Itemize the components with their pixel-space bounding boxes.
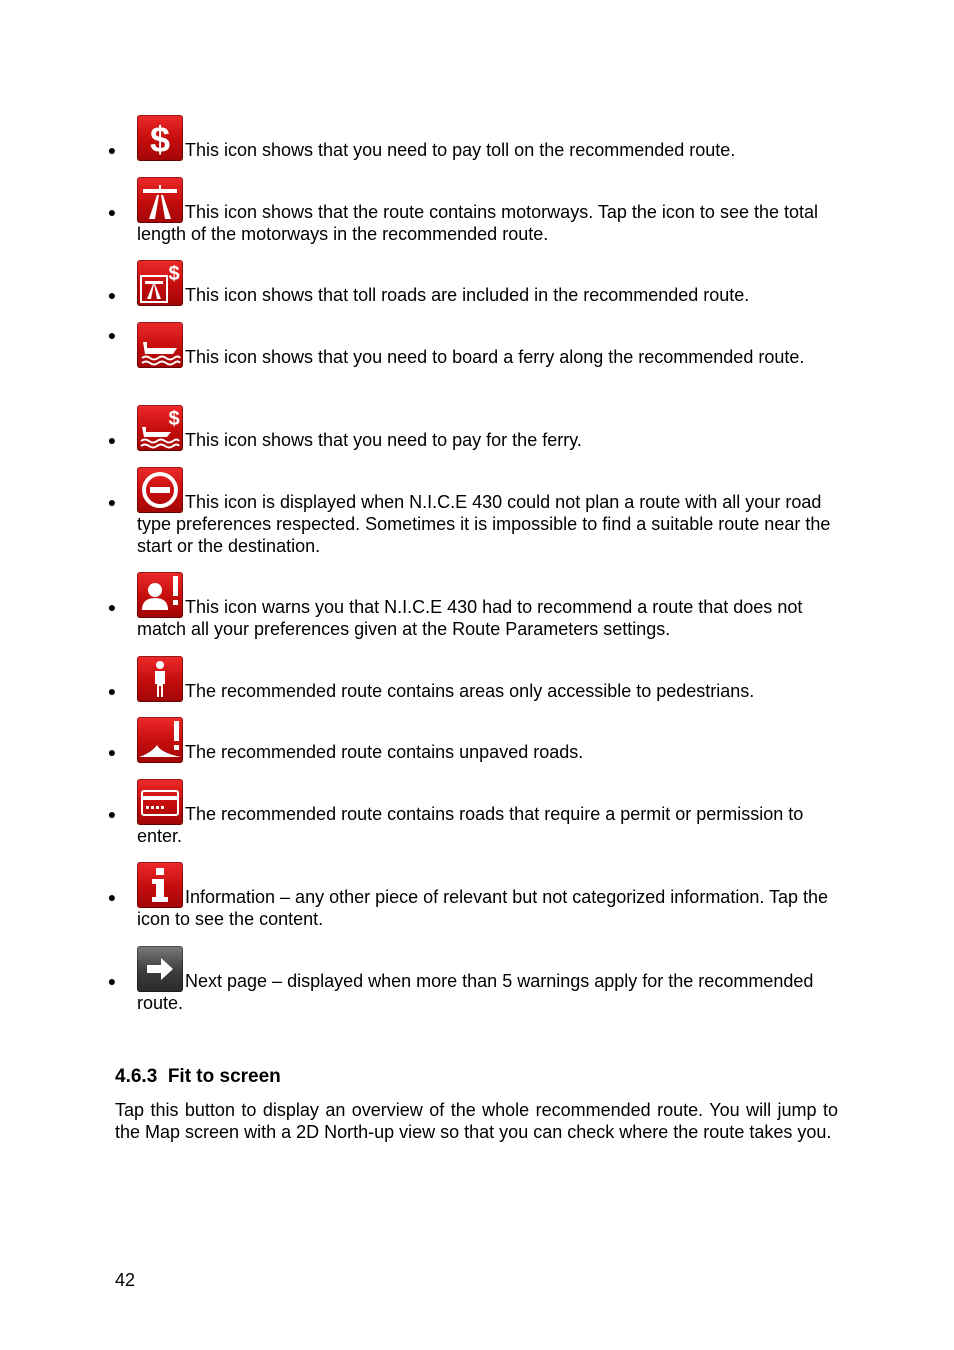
- section-heading: 4.6.3 Fit to screen: [115, 1066, 281, 1087]
- item-text: This icon shows that you need to pay for the ferry.: [185, 430, 582, 450]
- item-text: The recommended route contains unpaved roads.: [185, 742, 584, 762]
- list-item: [107, 177, 837, 245]
- bullet: ●: [107, 744, 117, 760]
- list-item: [107, 260, 837, 306]
- item-text: This icon shows that the route contains motorways. Tap the icon to see the total length of the motorways in the recommended route.: [137, 202, 819, 244]
- bullet: ●: [107, 287, 117, 303]
- pedestrian-icon[interactable]: [137, 656, 183, 702]
- list-item: [107, 656, 837, 702]
- bullet: ●: [107, 142, 117, 158]
- bullet: ●: [107, 599, 117, 615]
- item-text: This icon warns you that N.I.C.E 430 had to recommend a route that does not match all your preferences given at the Route Parameters settings.: [137, 597, 803, 639]
- bullet: ●: [107, 889, 117, 905]
- item-text: The recommended route contains roads that require a permit or permission to enter.: [137, 804, 804, 846]
- permit-card-icon[interactable]: [137, 779, 183, 825]
- bullet: ●: [107, 973, 117, 989]
- svg-text:$: $: [168, 408, 180, 430]
- unpaved-road-icon[interactable]: [137, 717, 183, 763]
- bullet: ●: [107, 327, 117, 343]
- motorway-icon[interactable]: [137, 177, 183, 223]
- list-item: [107, 115, 837, 161]
- bullet: ●: [107, 432, 117, 448]
- list-item: [107, 572, 837, 640]
- page-number: 42: [115, 1270, 136, 1290]
- item-text: This icon shows that you need to pay toll on the recommended route.: [185, 140, 736, 160]
- item-text: Information – any other piece of relevant but not categorized information. Tap the icon to see the content.: [137, 887, 829, 929]
- paid-ferry-icon[interactable]: [137, 405, 183, 451]
- bullet: ●: [107, 204, 117, 220]
- item-text: This icon shows that you need to board a ferry along the recommended route.: [185, 347, 805, 367]
- list-item: [107, 946, 837, 1014]
- item-text: This icon is displayed when N.I.C.E 430 could not plan a route with all your road type preferences respected. Sometimes it is impossible to find a suitable route near the start or the destination.: [137, 492, 831, 556]
- svg-text:$: $: [149, 119, 171, 160]
- item-text: The recommended route contains areas only accessible to pedestrians.: [185, 681, 755, 701]
- no-entry-icon[interactable]: [137, 467, 183, 513]
- person-warning-icon[interactable]: [137, 572, 183, 618]
- toll-road-icon[interactable]: [137, 260, 183, 306]
- ferry-icon[interactable]: [137, 322, 183, 368]
- list-item: [107, 717, 837, 763]
- bullet: ●: [107, 683, 117, 699]
- list-item: [107, 405, 837, 451]
- item-text: Next page – displayed when more than 5 warnings apply for the recommended route.: [137, 971, 814, 1013]
- list-item: [107, 467, 837, 557]
- information-icon[interactable]: [137, 862, 183, 908]
- list-item: [107, 779, 837, 847]
- next-page-arrow-icon[interactable]: [137, 946, 183, 992]
- list-item: [107, 862, 837, 930]
- list-item: [107, 322, 837, 368]
- svg-text:$: $: [168, 263, 180, 285]
- bullet: ●: [107, 494, 117, 510]
- section-paragraph: Tap this button to display an overview of the whole recommended route. You will jump to the Map screen with a 2D North-up view so that you can check where the route takes you.: [115, 1100, 838, 1142]
- toll-dollar-icon[interactable]: [137, 115, 183, 161]
- item-text: This icon shows that toll roads are included in the recommended route.: [185, 285, 750, 305]
- bullet: ●: [107, 806, 117, 822]
